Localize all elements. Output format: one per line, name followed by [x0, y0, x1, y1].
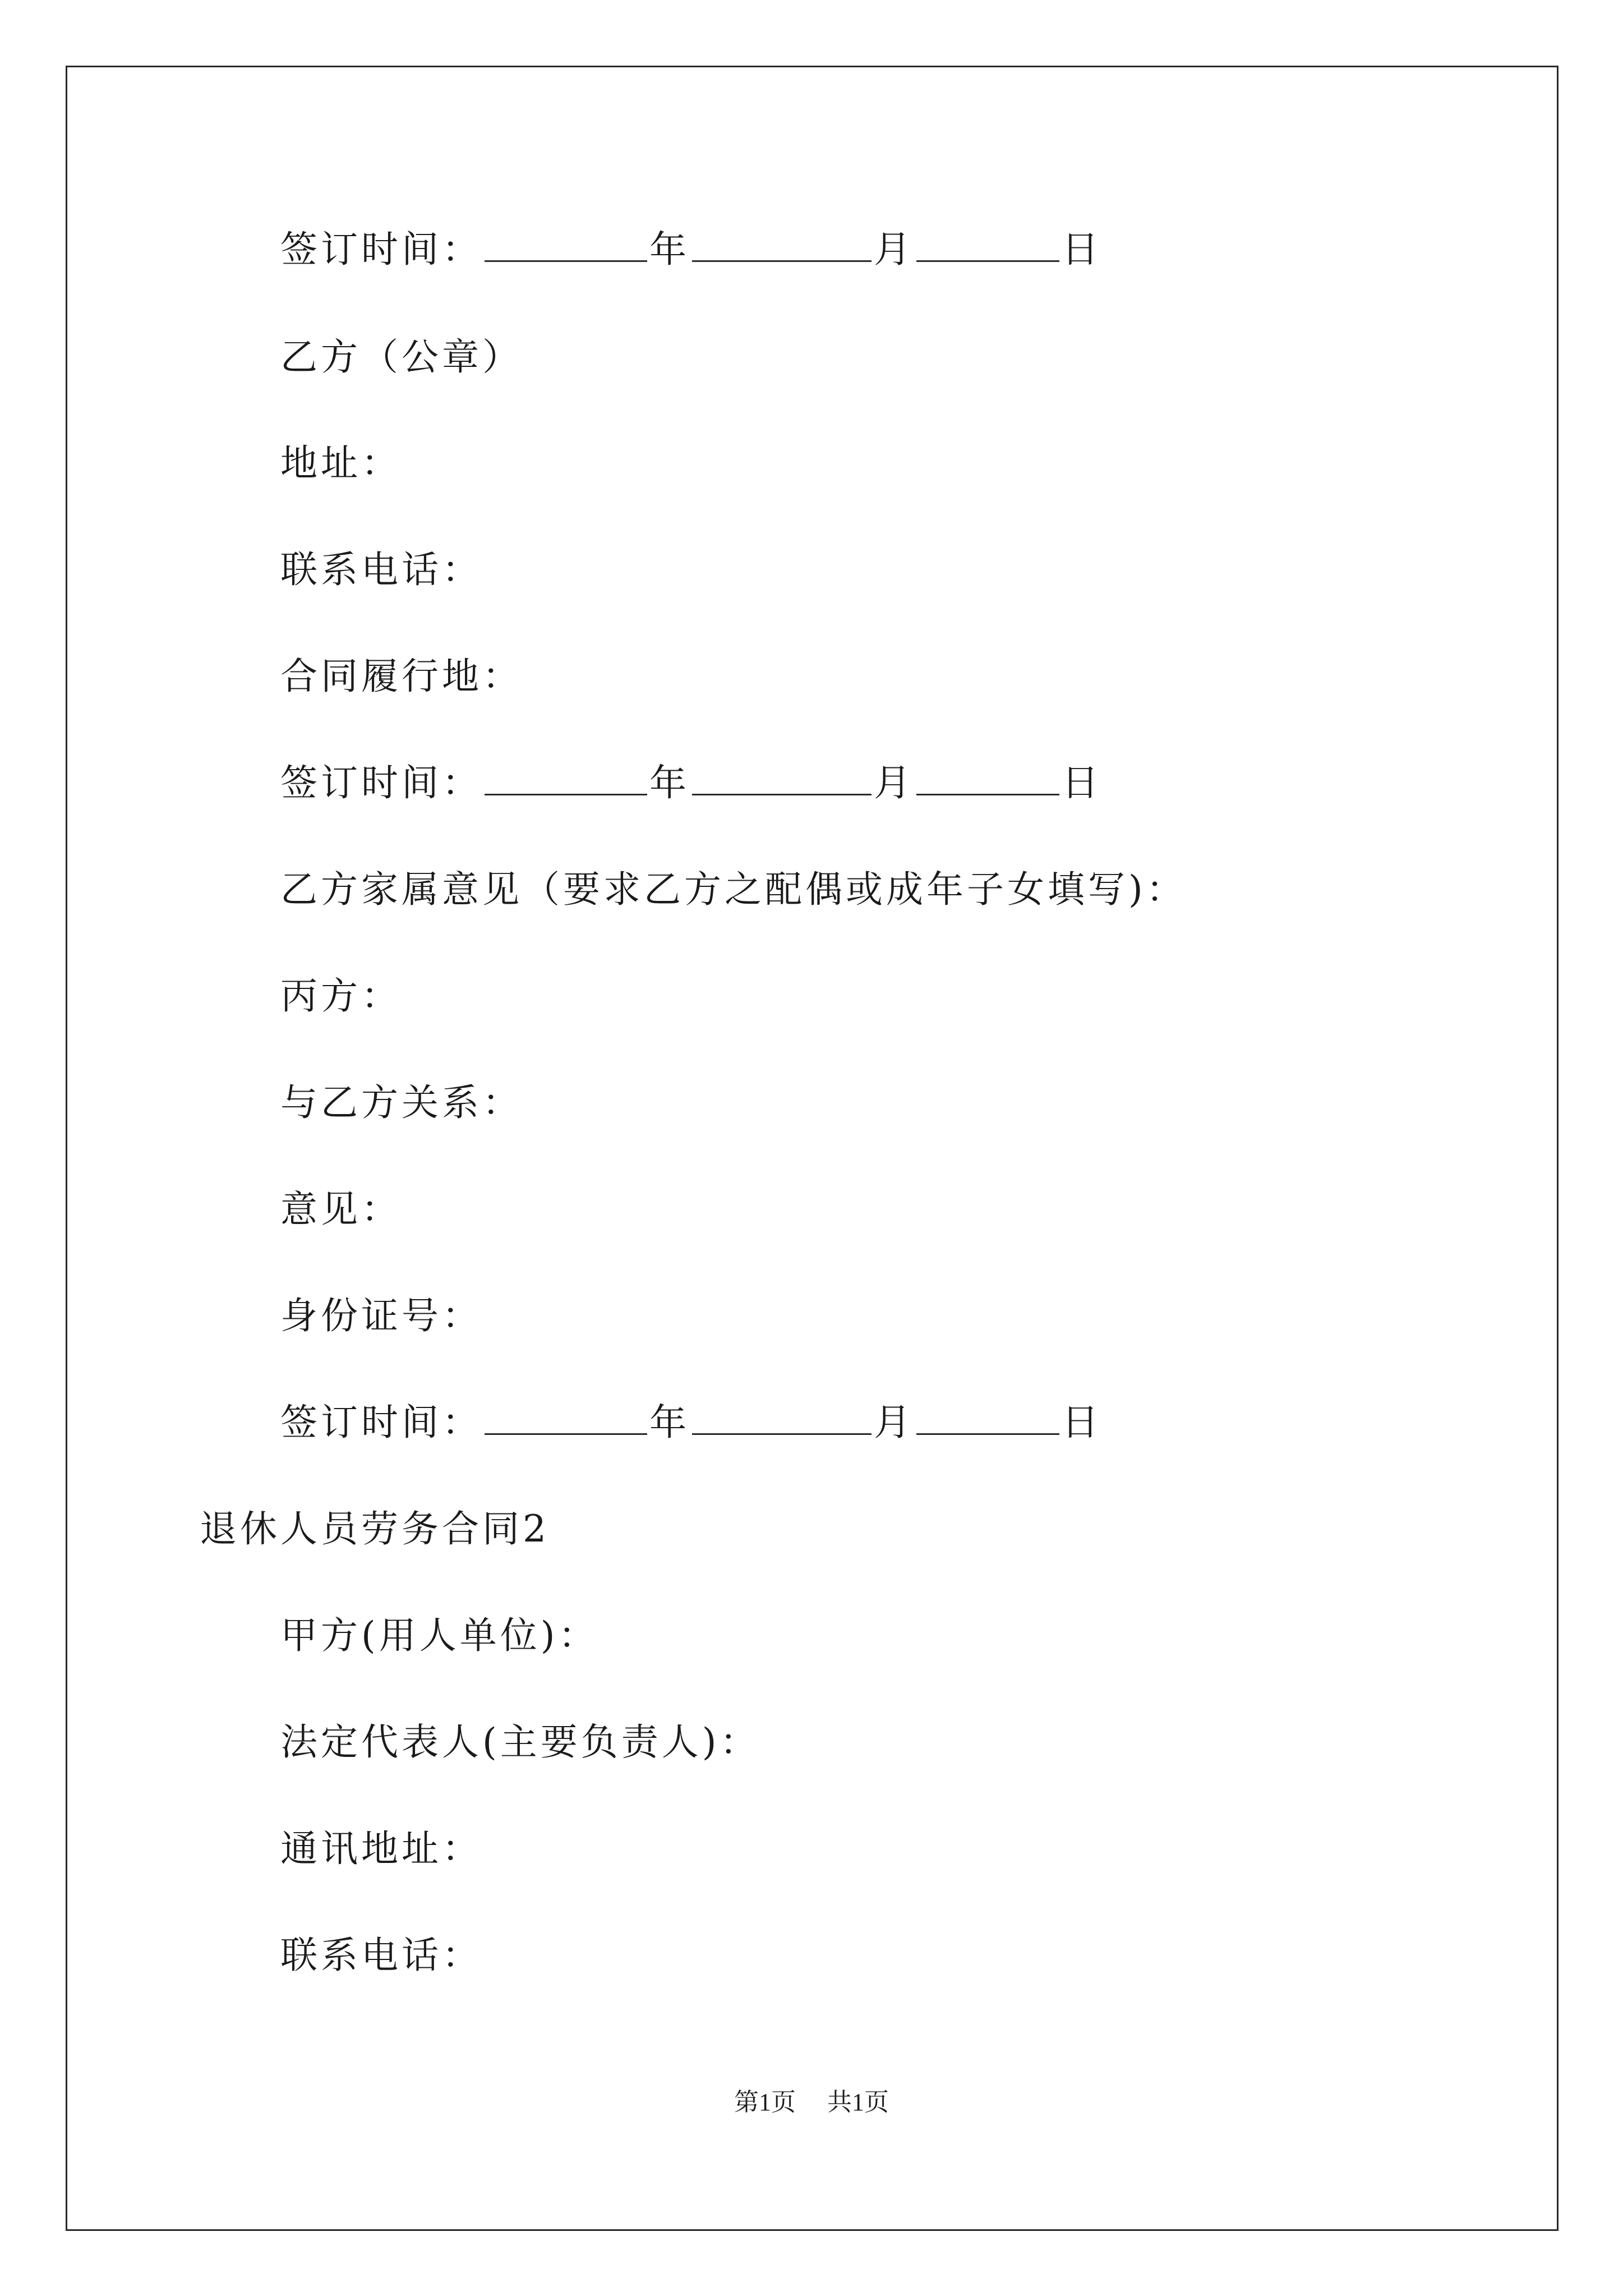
- page-total: 共1页: [827, 2088, 889, 2116]
- contract-2-title: 退休人员劳务合同2: [200, 1507, 550, 1550]
- day-label: 日: [1062, 761, 1102, 804]
- phone-line-1: 联系电话：: [280, 548, 482, 591]
- relation-line: 与乙方关系：: [280, 1081, 523, 1124]
- sign-time-label: 签订时间：: [280, 761, 482, 804]
- address-line: 地址：: [280, 441, 402, 485]
- year-blank: [485, 1404, 647, 1435]
- party-b-seal-line: 乙方（公章）: [280, 335, 523, 379]
- page-number: 第1页: [734, 2088, 796, 2116]
- sign-time-label: 签订时间：: [280, 228, 482, 271]
- family-opinion-line: 乙方家属意见（要求乙方之配偶或成年子女填写)：: [280, 868, 1187, 911]
- day-label: 日: [1062, 228, 1102, 271]
- month-label: 月: [874, 761, 914, 804]
- year-blank: [485, 765, 647, 795]
- party-c-line: 丙方：: [280, 974, 402, 1018]
- id-number-line: 身份证号：: [280, 1294, 482, 1337]
- month-blank: [692, 1404, 872, 1435]
- phone-line-2: 联系电话：: [280, 1934, 482, 1977]
- year-blank: [485, 231, 647, 262]
- sign-time-line-2: [280, 761, 1102, 804]
- month-blank: [692, 765, 872, 795]
- legal-rep-line: 法定代表人(主要负责人)：: [280, 1720, 760, 1764]
- year-label: 年: [649, 1401, 690, 1444]
- month-label: 月: [874, 228, 914, 271]
- day-label: 日: [1062, 1401, 1102, 1444]
- performance-place-line: 合同履行地：: [280, 655, 523, 698]
- day-blank: [916, 1404, 1059, 1435]
- year-label: 年: [649, 761, 690, 804]
- sign-time-label: 签订时间：: [280, 1401, 482, 1444]
- day-blank: [916, 765, 1059, 795]
- day-blank: [916, 231, 1059, 262]
- opinion-line: 意见：: [280, 1188, 402, 1231]
- page-footer: [0, 2090, 1623, 2115]
- month-blank: [692, 231, 872, 262]
- page-border: [66, 66, 1559, 2231]
- sign-time-line-1: [280, 228, 1102, 271]
- sign-time-line-3: [280, 1401, 1102, 1444]
- month-label: 月: [874, 1401, 914, 1444]
- year-label: 年: [649, 228, 690, 271]
- party-a-line: 甲方(用人单位)：: [280, 1614, 599, 1657]
- mail-address-line: 通讯地址：: [280, 1827, 482, 1870]
